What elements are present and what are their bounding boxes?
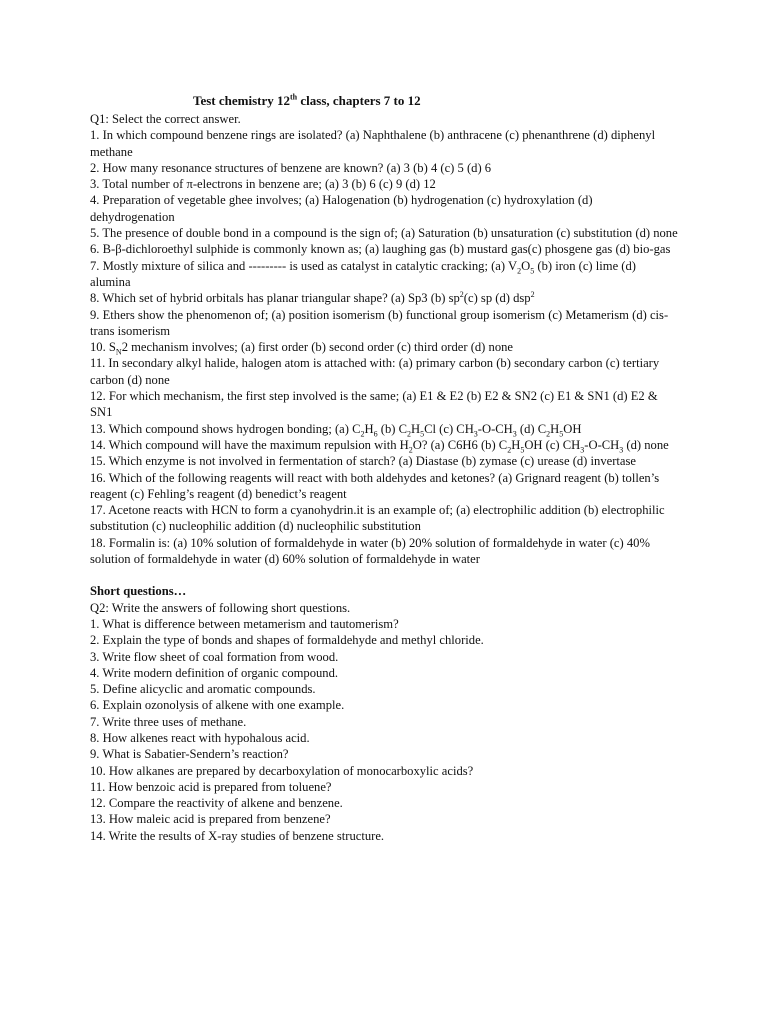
mcq-item	[90, 127, 678, 160]
mcq-text-segment: 16. Which of the following reagents will react with both aldehydes and ketones? (a) Grignard reagent (b) tollen’s reagent (c) Fehling’s reagent (d) benedict’s reagent	[90, 470, 660, 501]
mcq-text-segment: 2	[408, 445, 413, 455]
mcq-text-segment: 2	[517, 266, 522, 276]
mcq-text-segment: 2	[360, 429, 365, 439]
title-text: Test chemistry 12	[193, 93, 291, 108]
mcq-item	[90, 453, 678, 469]
q2-instruction: Q2: Write the answers of following short questions.	[90, 600, 351, 615]
mcq-text-segment: 13. Which compound shows hydrogen bonding; (a) C	[90, 421, 361, 436]
mcq-text-segment: 18. Formalin is: (a) 10% solution of formaldehyde in water (b) 20% solution of formaldehyde in water (c) 40% solution of formaldehyde in water (d) 60% solution of formaldehyde in water	[90, 535, 650, 567]
mcq-list	[90, 127, 678, 567]
mcq-text-segment: (d) C	[516, 421, 547, 436]
short-question-item: 2. Explain the type of bonds and shapes of formaldehyde and methyl chloride.	[90, 633, 484, 648]
mcq-text-segment: OH (c) CH	[524, 437, 581, 452]
mcq-text-segment: 12. For which mechanism, the first step involved is the same; (a) E1 & E2 (b) E2 & SN2 (c) E1 & SN1 (d) E2 & SN1	[90, 389, 658, 420]
mcq-text-segment: 3	[473, 429, 478, 439]
mcq-text-segment: 5	[420, 429, 425, 439]
mcq-text-segment: (b) iron (c) lime (d) alumina	[90, 258, 636, 289]
mcq-item	[90, 241, 678, 257]
mcq-item	[90, 160, 678, 176]
mcq-item	[90, 290, 678, 306]
short-question-item: 4. Write modern definition of organic compound.	[90, 665, 339, 680]
mcq-text-segment: 2 mechanism involves; (a) first order (b) second order (c) third order (d) none	[121, 340, 514, 355]
mcq-text-segment: H	[364, 421, 374, 436]
mcq-text-segment: 3	[619, 445, 624, 455]
mcq-text-segment: Cl (c) CH	[424, 421, 474, 436]
mcq-text-segment: OH	[563, 421, 582, 436]
q1-instruction: Q1: Select the correct answer.	[90, 112, 241, 126]
mcq-item	[90, 225, 678, 241]
mcq-item	[90, 258, 678, 291]
mcq-text-segment: 2	[459, 290, 464, 300]
mcq-text-segment: 8. Which set of hybrid orbitals has planar triangular shape? (a) Sp3 (b) sp	[90, 291, 460, 306]
mcq-item	[90, 502, 678, 535]
short-question-item: 13. How maleic acid is prepared from benzene?	[90, 812, 331, 827]
mcq-item	[90, 339, 678, 355]
mcq-text-segment: 2	[407, 429, 412, 439]
mcq-text-segment: -O-CH	[584, 437, 620, 452]
mcq-text-segment: 2. How many resonance structures of benzene are known? (a) 3 (b) 4 (c) 5 (d) 6	[90, 160, 492, 175]
mcq-text-segment: 6. B-β-dichloroethyl sulphide is commonly known as; (a) laughing gas (b) mustard gas(c) phosgene gas (d) bio-gas	[90, 242, 671, 257]
mcq-text-segment: 17. Acetone reacts with HCN to form a cyanohydrin.it is an example of; (a) electrophilic addition (b) electrophilic substitution (c) nucleophilic addition (d) nucleophilic substitution	[90, 503, 665, 534]
mcq-item	[90, 421, 678, 437]
title-text-suffix: class, chapters 7 to 12	[297, 93, 421, 108]
mcq-text-segment: 14. Which compound will have the maximum repulsion with H	[90, 437, 409, 452]
mcq-text-segment: 2	[507, 445, 512, 455]
mcq-item	[90, 192, 678, 225]
mcq-text-segment: 6	[373, 429, 378, 439]
short-questions-heading: Short questions…	[90, 584, 187, 599]
mcq-text-segment: O? (a) C6H6 (b) C	[412, 437, 508, 452]
mcq-item	[90, 437, 678, 453]
mcq-text-segment: (b) C	[377, 421, 408, 436]
document-body	[90, 111, 678, 844]
mcq-text-segment: N	[115, 347, 122, 357]
mcq-item	[90, 307, 678, 340]
mcq-item	[90, 470, 678, 503]
short-question-item: 7. Write three uses of methane.	[90, 714, 247, 729]
mcq-text-segment: 3	[580, 445, 585, 455]
mcq-text-segment: H	[411, 421, 421, 436]
title-superscript: th	[290, 92, 298, 102]
mcq-text-segment: H	[511, 437, 521, 452]
short-question-item: 11. How benzoic acid is prepared from toluene?	[90, 779, 332, 794]
mcq-text-segment: 9. Ethers show the phenomenon of; (a) position isomerism (b) functional group isomerism (c) Metamerism (d) cis-trans isomerism	[90, 307, 669, 338]
mcq-text-segment: 5	[559, 429, 564, 439]
mcq-text-segment: 15. Which enzyme is not involved in fermentation of starch? (a) Diastase (b) zymase (c) urease (d) invertase	[90, 454, 636, 469]
section-spacer	[90, 567, 678, 583]
short-question-item: 5. Define alicyclic and aromatic compounds.	[90, 682, 316, 697]
mcq-text-segment: 5	[530, 266, 535, 276]
document-title	[193, 93, 421, 109]
mcq-item	[90, 176, 678, 192]
mcq-text-segment: (d) none	[623, 437, 669, 452]
mcq-item	[90, 388, 678, 421]
mcq-text-segment: O	[521, 258, 531, 273]
mcq-text-segment: 5	[520, 445, 525, 455]
mcq-text-segment: -O-CH	[477, 421, 513, 436]
short-question-item: 3. Write flow sheet of coal formation from wood.	[90, 649, 339, 664]
mcq-text-segment: 7. Mostly mixture of silica and --------- is used as catalyst in catalytic cracking; (a) V	[90, 258, 518, 273]
mcq-text-segment: 2	[530, 290, 535, 300]
short-question-item: 9. What is Sabatier-Sendern’s reaction?	[90, 747, 289, 762]
short-question-list	[90, 616, 678, 844]
short-question-item: 12. Compare the reactivity of alkene and benzene.	[90, 796, 343, 811]
short-question-item: 6. Explain ozonolysis of alkene with one example.	[90, 698, 345, 713]
short-question-item: 8. How alkenes react with hypohalous acid.	[90, 730, 310, 745]
mcq-text-segment: (c) sp (d) dsp	[463, 291, 531, 306]
mcq-text-segment: 1. In which compound benzene rings are isolated? (a) Naphthalene (b) anthracene (c) phenanthrene (d) diphenyl methane	[90, 128, 656, 159]
short-question-item: 14. Write the results of X-ray studies of benzene structure.	[90, 828, 385, 843]
mcq-text-segment: 5. The presence of double bond in a compound is the sign of; (a) Saturation (b) unsaturation (c) substitution (d) none	[90, 226, 678, 241]
short-question-item: 1. What is difference between metamerism and tautomerism?	[90, 616, 399, 631]
mcq-item	[90, 355, 678, 388]
mcq-text-segment: 11. In secondary alkyl halide, halogen atom is attached with: (a) primary carbon (b) secondary carbon (c) tertiary carbon (d) none	[90, 356, 660, 387]
mcq-text-segment: 4. Preparation of vegetable ghee involves; (a) Halogenation (b) hydrogenation (c) hydroxylation (d) dehydrogenation	[90, 193, 593, 224]
mcq-text-segment: 2	[546, 429, 551, 439]
mcq-text-segment: 3	[512, 429, 517, 439]
mcq-item	[90, 535, 678, 568]
short-question-item: 10. How alkanes are prepared by decarboxylation of monocarboxylic acids?	[90, 763, 474, 778]
mcq-text-segment: H	[550, 421, 560, 436]
mcq-text-segment: 10. S	[90, 340, 116, 355]
mcq-text-segment: 3. Total number of π-electrons in benzene are; (a) 3 (b) 6 (c) 9 (d) 12	[90, 177, 436, 192]
